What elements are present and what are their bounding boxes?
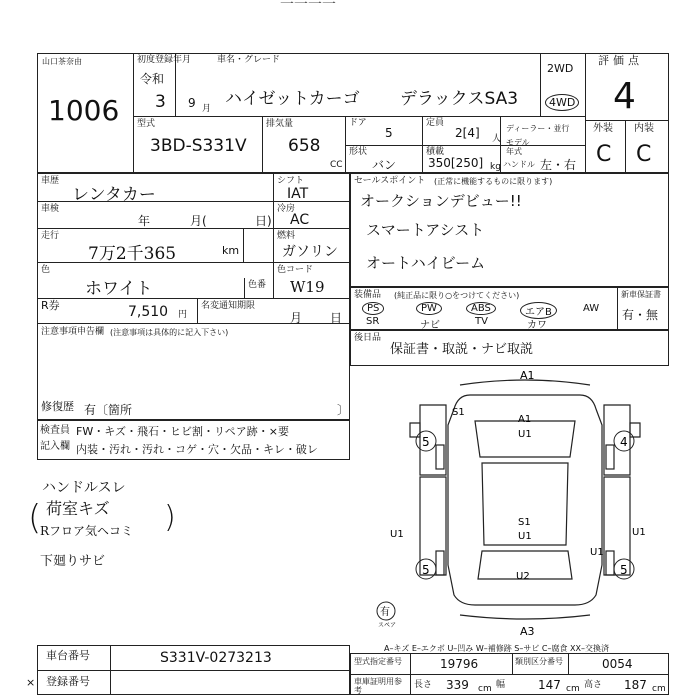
body-label: 形状	[349, 147, 368, 157]
interior-grade: C	[636, 142, 652, 167]
model-year-label: モデル年式	[506, 138, 530, 156]
handle-value: 左・右	[540, 158, 577, 172]
after-fitted-value: 保証書・取説・ナビ取説	[390, 342, 534, 357]
width-unit: cm	[566, 684, 580, 694]
recycle-value: 7,510	[128, 304, 169, 320]
class-cert-label: 類別区分番号	[515, 657, 563, 666]
mark-u1-right: U1	[632, 527, 646, 538]
after-fitted-label: 後日品	[354, 333, 382, 343]
model-cert-label: 型式指定番号	[354, 657, 402, 666]
dealer-label: ディーラー・並行	[506, 124, 570, 133]
load-unit: kg	[490, 162, 501, 172]
mileage-label: 走行	[41, 231, 60, 241]
mark-a1-hood: A1	[518, 414, 532, 425]
color-code: W19	[290, 278, 325, 296]
color-num-label: 色番	[248, 280, 267, 290]
repair-label: 修復歴	[41, 400, 74, 413]
mark-u1-left: U1	[390, 529, 404, 540]
notes-label: 注意事項申告欄	[41, 327, 105, 337]
height-value: 187	[624, 678, 647, 692]
bracket-left: (	[28, 498, 42, 538]
history-value: レンタカー	[72, 185, 156, 205]
mark-spare-label: スペア	[378, 622, 397, 629]
inspector-row-1: FW・キズ・飛石・ヒビ割・リペア跡・×要	[76, 425, 289, 438]
capacity-label: 定員	[426, 118, 445, 128]
load-label: 積載	[426, 147, 445, 157]
class-cert-value: 0054	[602, 657, 633, 671]
name-deadline-label: 名変通知期限	[201, 301, 256, 311]
mark-u2-rear: U2	[516, 571, 530, 582]
mark-s1-left: S1	[452, 407, 465, 418]
displacement-label: 排気量	[266, 119, 294, 129]
sales-points-note: (正常に機能するものに限ります)	[434, 177, 553, 186]
body-value: バン	[372, 158, 397, 172]
car-damage-diagram	[370, 365, 700, 638]
sales-point-3: オートハイビーム	[366, 254, 486, 272]
width-label: 幅	[496, 680, 506, 690]
fuel-value: ガソリン	[282, 244, 338, 260]
doors-label: ドア	[349, 118, 367, 128]
recycle-unit: 円	[178, 310, 188, 320]
cert-label: 車庫証明用参考	[354, 677, 402, 695]
ac-label: 冷房	[277, 204, 296, 214]
lot-number: 1006	[48, 94, 120, 127]
equip-ps: PS	[362, 302, 384, 315]
inspection-year: 年	[138, 214, 151, 228]
first-reg-month: 9	[188, 96, 196, 110]
model-label: 型式	[137, 119, 156, 129]
chassis-label: 車台番号	[46, 649, 90, 662]
car-name-label: 車名・グレード	[217, 55, 281, 65]
drive-2wd: 2WD	[547, 62, 574, 75]
first-reg-label: 初度登録年月	[137, 55, 192, 65]
capacity-unit: 人	[492, 134, 502, 144]
height-unit: cm	[652, 684, 666, 694]
equip-navi: ナビ	[420, 320, 440, 331]
recycle-label: R券	[41, 299, 60, 312]
exterior-label: 外装	[593, 123, 613, 134]
repair-value: 有〔箇所	[84, 403, 133, 417]
handwritten-note-4: 下廻りサビ	[40, 554, 106, 569]
exterior-grade: C	[596, 142, 612, 167]
model-value: 3BD-S331V	[150, 136, 247, 156]
mark-4-front-right: 4	[620, 435, 628, 449]
new-car-warranty-value: 有・無	[622, 308, 659, 322]
mark-spare-yes: 有	[380, 607, 390, 618]
ac-value: AC	[290, 212, 310, 228]
top-left-mark: 山口茶奈由	[42, 57, 82, 66]
width-value: 147	[538, 678, 561, 692]
inspector-label-2: 記入欄	[40, 441, 70, 452]
history-label: 車歴	[41, 176, 60, 186]
equip-airbag: エアB	[520, 302, 557, 319]
mark-a3-rear: A3	[520, 625, 535, 638]
first-reg-month-unit: 月	[202, 104, 212, 114]
mark-5-front-left: 5	[422, 435, 430, 449]
model-cert-value: 19796	[440, 657, 479, 671]
mark-5-rear-right: 5	[620, 563, 628, 577]
shift-label: シフト	[277, 176, 305, 186]
header-scribble: 一一一一	[280, 0, 336, 13]
height-label: 高さ	[584, 680, 603, 690]
bracket-right: )	[164, 500, 176, 535]
load-value: 350[250]	[428, 156, 484, 170]
length-unit: cm	[478, 684, 492, 694]
drive-4wd: 4WD	[545, 94, 579, 111]
grade-score: 4	[613, 76, 636, 117]
car-name: ハイゼットカーゴ	[225, 89, 360, 109]
inspection-day: 日)	[255, 214, 272, 228]
equip-sr: SR	[366, 316, 380, 327]
mark-a1-front: A1	[520, 369, 535, 382]
length-label: 長さ	[414, 680, 433, 690]
equip-tv: TV	[475, 316, 488, 327]
equipment-note: (純正品に限り○をつけてください)	[394, 291, 520, 300]
handwritten-note-3: Rフロア気ヘコミ	[40, 524, 134, 538]
mileage-value: 7万2千365	[88, 244, 177, 264]
equip-abs: ABS	[466, 302, 496, 315]
equip-leather: カワ	[527, 320, 547, 331]
mark-u1-hood: U1	[518, 429, 532, 440]
inspector-label-1: 検査員	[40, 425, 70, 436]
displacement-unit: CC	[330, 160, 343, 170]
shift-value: IAT	[287, 186, 309, 202]
color-code-label: 色コード	[277, 265, 314, 275]
bottom-x-mark: ×	[26, 676, 36, 689]
name-deadline-month: 月	[290, 311, 303, 325]
color-value: ホワイト	[85, 279, 153, 299]
fuel-label: 燃料	[277, 231, 296, 241]
displacement-value: 658	[288, 136, 321, 156]
repair-close: 〕	[337, 403, 350, 417]
first-reg-era: 令和	[140, 72, 165, 86]
length-value: 339	[446, 678, 469, 692]
sales-point-1: オークションデビュー!!	[360, 192, 522, 210]
damage-legend: A–キズ E–エクボ U–凹み W–補修跡 S–サビ C–腐食 XX–交換済	[384, 644, 610, 653]
doors-value: 5	[385, 126, 393, 140]
sales-points-label: セールスポイント	[354, 176, 426, 186]
mark-s1-roof: S1	[518, 517, 531, 528]
equip-pw: PW	[416, 302, 442, 315]
mark-u1-side: U1	[590, 547, 604, 558]
first-reg-year: 3	[155, 92, 166, 112]
handle-label: ハンドル	[503, 160, 535, 169]
chassis-value: S331V-0273213	[160, 650, 272, 666]
notes-note: (注意事項は具体的に記入下さい)	[110, 328, 229, 337]
handwritten-note-1: ハンドルスレ	[42, 480, 126, 496]
inspector-row-2: 内装・汚れ・汚れ・コゲ・穴・欠品・キレ・破レ	[76, 443, 318, 456]
mark-5-rear-left: 5	[422, 563, 430, 577]
name-deadline-day: 日	[330, 311, 343, 325]
equip-aw: AW	[583, 303, 600, 314]
capacity-value: 2[4]	[455, 126, 480, 140]
new-car-warranty-label: 新車保証書	[621, 290, 661, 299]
sales-point-2: スマートアシスト	[366, 221, 485, 239]
middle-left-frame	[37, 173, 350, 420]
grade-label: 評価点	[598, 54, 643, 67]
reg-no-label: 登録番号	[46, 675, 90, 688]
car-grade: デラックスSA3	[400, 89, 519, 109]
inspection-month: 月(	[190, 214, 207, 228]
color-label: 色	[41, 265, 51, 275]
mileage-unit: km	[222, 244, 240, 257]
inspection-label: 車検	[41, 204, 60, 214]
equipment-label: 装備品	[354, 290, 382, 300]
handwritten-note-2: 荷室キズ	[46, 499, 110, 518]
interior-label: 内装	[634, 123, 654, 134]
mark-u1-roof: U1	[518, 531, 532, 542]
